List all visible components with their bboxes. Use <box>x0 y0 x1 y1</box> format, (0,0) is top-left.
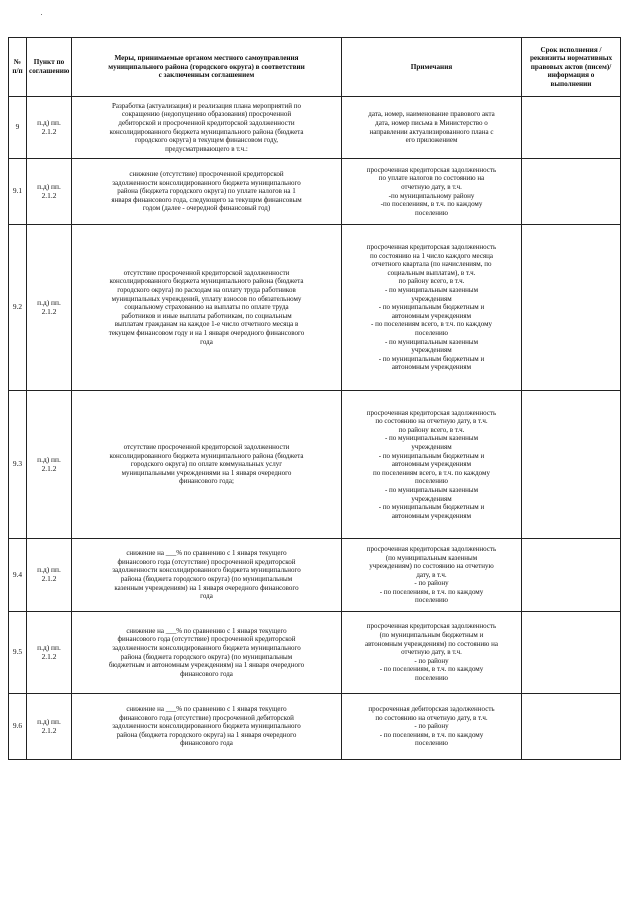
text-line: Разработка (актуализация) и реализация плана мероприятий по <box>112 101 301 110</box>
agreement-point: п.д) пп. 2.1.2 <box>27 97 72 159</box>
text-line: просроченная кредиторская задолженность <box>366 622 497 631</box>
note-text <box>342 159 522 225</box>
text-line: года <box>200 337 213 346</box>
table-row <box>9 694 621 760</box>
header-point <box>27 38 72 97</box>
text-line: задолженности консолидированного бюджета муниципального <box>112 722 301 731</box>
text-line: финансового года <box>180 739 233 748</box>
header-notes <box>342 38 522 97</box>
text-line: автономным учреждениям <box>391 460 472 469</box>
deadline-cell <box>522 391 621 539</box>
text-line: поселению <box>414 477 449 486</box>
text-line: - по району <box>414 656 449 665</box>
measure-text <box>72 225 342 391</box>
measure-text <box>72 612 342 694</box>
deadline-cell <box>522 159 621 225</box>
text-line: автономным учреждениям <box>391 363 472 372</box>
deadline-cell <box>522 539 621 612</box>
row-number: 9.4 <box>9 539 27 612</box>
text-line: социальным выплатам), в т.ч. <box>387 268 476 277</box>
text-line: финансового года <box>180 669 233 678</box>
text-line: социальному страхованию на выплаты по оплате труда <box>124 303 289 312</box>
text-line: консолидированного бюджета муниципального района (бюджета <box>109 277 304 286</box>
agreement-point: п.д) пп. 2.1.2 <box>27 225 72 391</box>
measures-table <box>8 37 621 760</box>
text-line: - по муниципальным бюджетным и <box>378 503 485 512</box>
text-line: автономным учреждениям <box>391 511 472 520</box>
text-line: просроченная дебиторская задолженность <box>368 705 495 714</box>
measure-text <box>72 694 342 760</box>
text-line: - по муниципальным бюджетным и <box>378 451 485 460</box>
text-line: - по району <box>414 722 449 731</box>
text-line: выплатам гражданам на каждое 1-е число отчетного месяца в <box>114 320 299 329</box>
text-line: - по поселениям всего, в т.ч. по каждому <box>371 320 492 329</box>
text-line: по состоянию на отчетную дату, в т.ч. <box>375 417 488 426</box>
text-line: снижение на ___% по сравнению с 1 января текущего <box>126 705 287 714</box>
text-line: просроченная кредиторская задолженность <box>366 165 497 174</box>
text-line: - по району <box>414 579 449 588</box>
text-line: отчетную дату, в т.ч. <box>401 182 462 191</box>
note-text <box>342 225 522 391</box>
row-number: 9.6 <box>9 694 27 760</box>
header-num <box>9 38 27 97</box>
text-line: муниципальных учреждений, уплату взносов по обязательному <box>111 294 302 303</box>
text-line: дату, в т.ч. <box>416 570 447 579</box>
row-number: 9.5 <box>9 612 27 694</box>
table-row <box>9 612 621 694</box>
deadline-cell <box>522 97 621 159</box>
text-line: дебиторской и просроченной кредиторской задолженности <box>118 118 295 127</box>
text-line: задолженности консолидированного бюджета муниципального <box>112 643 301 652</box>
text-line: - по муниципальным казенным <box>384 434 479 443</box>
text-line: поселению <box>414 208 449 217</box>
text-line: по району всего, в т.ч. <box>398 425 465 434</box>
agreement-point: п.д) пп. 2.1.2 <box>27 391 72 539</box>
text-line: по состоянию на 1 число каждого месяца <box>369 251 494 260</box>
text-line: реквизиты нормативных <box>529 54 613 63</box>
text-line: - по поселениям, в т.ч. по каждому <box>379 730 484 739</box>
text-line: Примечания <box>410 62 453 71</box>
text-line: городского округа) по оплате коммунальных услуг <box>130 460 283 469</box>
text-line: консолидированного бюджета муниципального района (бюджета <box>109 451 304 460</box>
text-line: учреждениям <box>411 294 452 303</box>
deadline-cell <box>522 612 621 694</box>
text-line: финансового года; <box>179 477 234 486</box>
text-line: учреждениям <box>411 443 452 452</box>
text-line: учреждениям) по состоянию на отчетную <box>369 562 494 571</box>
note-text <box>342 694 522 760</box>
text-line: муниципального района (городского округа) в соответствии <box>108 62 305 71</box>
scan-artifact <box>41 14 42 15</box>
note-text <box>342 539 522 612</box>
text-line: текущем финансовом году и на 1 января очередного финансового <box>108 328 305 337</box>
text-line: автономным учреждениям <box>391 311 472 320</box>
text-line: консолидированного бюджета муниципального района (бюджета <box>109 127 304 136</box>
text-line: бюджетным и автономным учреждениям) на 1 января очередного <box>108 661 305 670</box>
text-line: финансового года (отсутствие) просроченной кредиторской <box>117 635 296 644</box>
text-line: по уплате налогов по состоянию на <box>378 174 485 183</box>
text-line: по состоянию на отчетную дату, в т.ч. <box>375 713 488 722</box>
text-line: сокращению (недопущению образования) просроченной <box>121 110 292 119</box>
text-line: - по муниципальным бюджетным и <box>378 354 485 363</box>
text-line: № <box>13 58 22 67</box>
text-line: городского округа) по расходам на оплату труда работников <box>117 286 296 295</box>
text-line: - по муниципальным казенным <box>384 337 479 346</box>
agreement-point: п.д) пп. 2.1.2 <box>27 694 72 760</box>
agreement-point: п.д) пп. 2.1.2 <box>27 612 72 694</box>
text-line: информация о <box>547 71 595 80</box>
measure-text <box>72 97 342 159</box>
deadline-cell <box>522 225 621 391</box>
text-line: поселению <box>414 673 449 682</box>
table-row <box>9 391 621 539</box>
text-line: (по муниципальным бюджетным и <box>379 631 484 640</box>
text-line: снижение на ___% по сравнению с 1 января текущего <box>126 549 287 558</box>
row-number: 9.1 <box>9 159 27 225</box>
text-line: отчетную дату, в т.ч. <box>401 648 462 657</box>
text-line: финансового года (отсутствие) просроченной кредиторской <box>117 557 296 566</box>
measure-text <box>72 539 342 612</box>
text-line: района (бюджета городского округа) на 1 января очередного <box>116 730 297 739</box>
text-line: казенным учреждениям) на 1 января очередного финансового <box>114 583 299 592</box>
text-line: задолженности консолидированного бюджета муниципального <box>112 178 301 187</box>
text-line: района (бюджета городского округа) (по муниципальным <box>120 652 293 661</box>
text-line: -по муниципальному району <box>388 191 475 200</box>
text-line: (по муниципальным казенным <box>385 553 478 562</box>
text-line: просроченная кредиторская задолженность <box>366 544 497 553</box>
text-line: годом (далее - очередной финансовый год) <box>142 204 271 213</box>
text-line: отсутствие просроченной кредиторской задолженности <box>123 268 290 277</box>
text-line: городского округа) в текущем финансовом году, <box>134 136 279 145</box>
text-line: соглашению <box>29 67 70 75</box>
note-text <box>342 391 522 539</box>
text-line: просроченная кредиторская задолженность <box>366 243 497 252</box>
document-page <box>8 37 621 760</box>
text-line: учреждениям <box>411 494 452 503</box>
text-line: Срок исполнения / <box>540 45 602 54</box>
text-line: поселению <box>414 739 449 748</box>
text-line: по поселениям всего, в т.ч. по каждому <box>373 468 490 477</box>
measure-text <box>72 391 342 539</box>
text-line: снижение на ___% по сравнению с 1 января текущего <box>126 626 287 635</box>
text-line: предусматривающего в т.ч.: <box>165 144 248 153</box>
text-line: по району всего, в т.ч. <box>398 277 465 286</box>
text-line: -по поселениям, в т.ч. по каждому <box>380 200 483 209</box>
text-line: его приложением <box>405 136 458 145</box>
text-line: Пункт по <box>33 58 65 67</box>
row-number: 9 <box>9 97 27 159</box>
text-line: снижение (отсутствие) просроченной кредиторской <box>129 170 284 179</box>
header-measures <box>72 38 342 97</box>
row-number: 9.3 <box>9 391 27 539</box>
text-line: - по поселениям, в т.ч. по каждому <box>379 587 484 596</box>
text-line: отчетного квартала (по начислениям, по <box>371 260 492 269</box>
text-line: - по муниципальным казенным <box>384 286 479 295</box>
table-row <box>9 159 621 225</box>
text-line: Меры, принимаемые органом местного самоуправления <box>114 54 299 63</box>
deadline-cell <box>522 694 621 760</box>
text-line: - по поселениям, в т.ч. по каждому <box>379 665 484 674</box>
text-line: района (бюджета городского округа) (по муниципальным <box>120 575 293 583</box>
text-line: дата, номер письма в Министерство о <box>375 118 488 127</box>
text-line: задолженности консолидированного бюджета муниципального <box>112 566 301 575</box>
row-number: 9.2 <box>9 225 27 391</box>
text-line: - по муниципальным бюджетным и <box>378 303 485 312</box>
text-line: финансового года (отсутствие) просроченной дебиторской <box>119 713 294 722</box>
measure-text <box>72 159 342 225</box>
text-line: отсутствие просроченной кредиторской задолженности <box>123 443 290 452</box>
agreement-point: п.д) пп. 2.1.2 <box>27 159 72 225</box>
text-line: - по муниципальным казенным <box>384 485 479 494</box>
text-line: выполнении <box>550 79 592 88</box>
table-row <box>9 97 621 159</box>
text-line: января финансового года, следующего за текущим финансовым <box>111 195 302 204</box>
text-line: муниципальными учреждениями на 1 января очередного <box>121 468 292 477</box>
text-line: района (бюджета городского округа) по уплате налогов на 1 <box>117 187 296 196</box>
text-line: работников и иные выплаты работникам, по социальным <box>121 311 292 320</box>
text-line: направлении актуализированного плана с <box>369 127 494 136</box>
text-line: года <box>200 592 213 601</box>
header-row <box>9 38 621 97</box>
text-line: просроченная кредиторская задолженность <box>366 408 497 417</box>
text-line: учреждениям <box>411 346 452 355</box>
text-line: с заключенным соглашением <box>158 71 255 80</box>
text-line: автономным учреждениям) по состоянию на <box>365 639 498 648</box>
text-line: дата, номер, наименование правового акта <box>368 110 495 119</box>
note-text <box>342 97 522 159</box>
text-line: п/п <box>12 67 23 75</box>
note-text <box>342 612 522 694</box>
text-line: поселению <box>414 596 449 605</box>
table-row <box>9 539 621 612</box>
table-row <box>9 225 621 391</box>
agreement-point: п.д) пп. 2.1.2 <box>27 539 72 612</box>
header-deadline <box>522 38 621 97</box>
text-line: правовых актов (писем)/ <box>530 62 612 71</box>
text-line: поселению <box>414 328 449 337</box>
